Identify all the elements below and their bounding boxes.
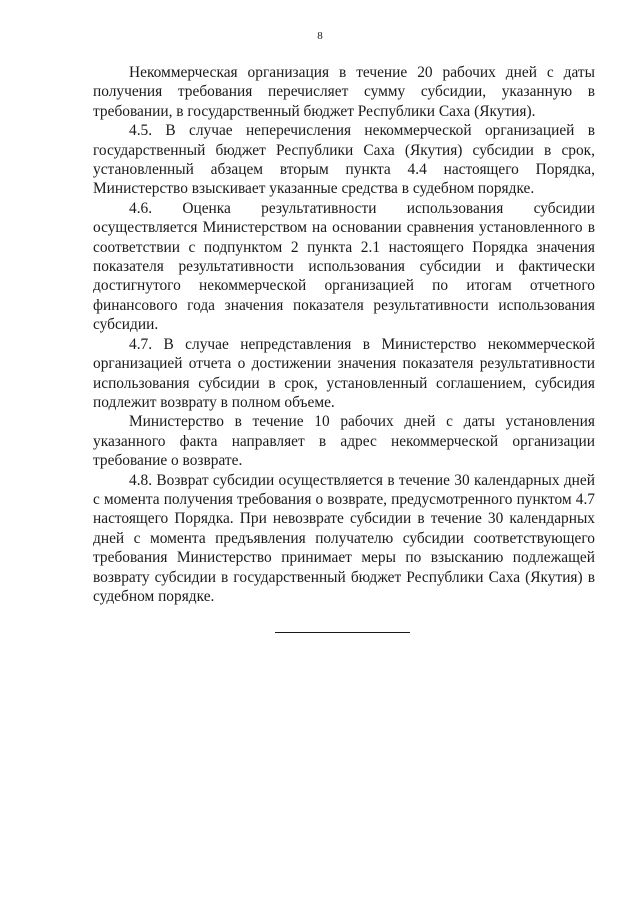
paragraph-refund-deadline: Некоммерческая организация в течение 20 рабочих дней с даты получения требования перечисляет сумму субсидии, указанную в требовании, в государственный бюджет Республики Саха (Якутия). [93, 64, 595, 120]
end-separator-line [275, 632, 410, 633]
paragraph-ministry-notice: Министерство в течение 10 рабочих дней с даты установления указанного факта направляет в адрес некоммерческой организации требование о возврате. [93, 413, 595, 470]
paragraph-4-8: 4.8. Возврат субсидии осуществляется в течение 30 календарных дней с момента получения требования о возврате, предусмотренного пунктом 4.7 настоящего Порядка. При невозврате субсидии в течение 30 календарных дней с момента предъявления получателю субсидии соответствующего требования Министерство принимает меры по взысканию подлежащей возврату субсидии в государственный бюджет Республики Саха (Якутия) в судебном порядке. [93, 471, 595, 605]
paragraph-4-7: 4.7. В случае непредставления в Министерство некоммерческой организацией отчета о достижении значения показателя результативности использования субсидии в срок, установленный соглашением, субсидия подлежит возврату в полном объеме. [93, 335, 595, 411]
paragraph-4-6: 4.6. Оценка результативности использования субсидии осуществляется Министерством на основании сравнения установленного в соответствии с подпунктом 2 пункта 2.1 настоящего Порядка значения показателя результативности использования субсидии и фактически достигнутого некоммерческой организацией по итогам отчетного финансового года значения показателя результативности использования субсидии. [93, 199, 595, 334]
document-body [93, 63, 595, 606]
page-number: 8 [317, 30, 323, 42]
paragraph-4-5: 4.5. В случае неперечисления некоммерческой организацией в государственный бюджет Республики Саха (Якутия) субсидии в срок, установленный абзацем вторым пункта 4.4 настоящего Порядка, Министерство взыскивает указанные средства в судебном порядке. [93, 122, 595, 198]
